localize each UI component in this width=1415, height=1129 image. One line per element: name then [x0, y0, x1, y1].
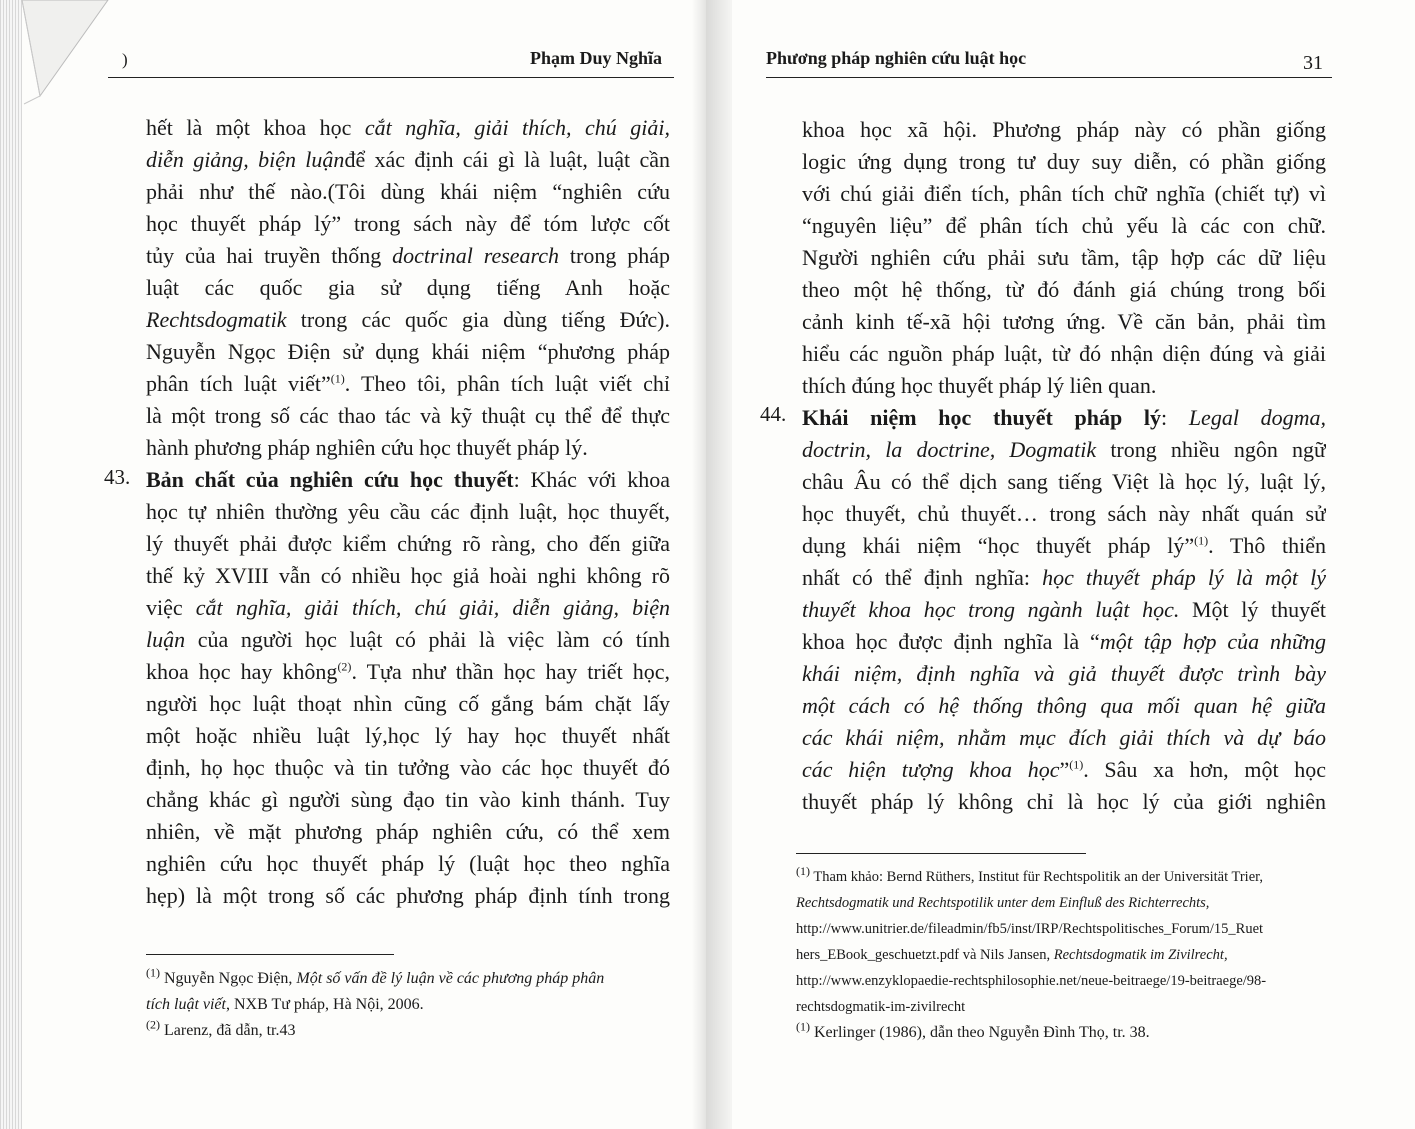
- left-gutter-shadow: [692, 0, 706, 1129]
- text-line: “nguyên liệu” để phân tích chủ yếu là các con chữ.: [802, 213, 1326, 238]
- folded-corner-icon: [0, 0, 130, 110]
- text-line: Bản chất của nghiên cứu học thuyết: Khác với khoa: [146, 467, 670, 492]
- text-line: hẹp) là một trong số các phương pháp định tính trong: [146, 883, 670, 908]
- text-line: thuyết pháp lý không chỉ là học lý của giới nghiên: [802, 789, 1326, 814]
- running-head-right: Phương pháp nghiên cứu luật học: [766, 48, 1027, 68]
- text-line: luận của người học luật có phải là việc làm có tính: [146, 627, 670, 652]
- footnote-line: $^{(2)}$ Larenz, đã dẫn, tr.43: [146, 1017, 296, 1039]
- running-head-left: Phạm Duy Nghĩa: [530, 48, 663, 68]
- text-line: học thuyết pháp lý” trong sách này để tóm lược cốt: [146, 211, 670, 236]
- right-footnotes: [796, 864, 1322, 1046]
- text-line: một hoặc nhiều luật lý,học lý hay học thuyết nhất: [146, 723, 670, 748]
- header-mark: ): [122, 50, 128, 69]
- footnote-line: $^{(1)}$ Tham khảo: Bernd Rüthers, Institut für Rechtspolitik an der Universität Trier,: [796, 864, 1264, 885]
- text-line: các khái niệm, nhằm mục đích giải thích và dự báo: [802, 725, 1326, 750]
- page-number: 31: [1303, 52, 1323, 74]
- text-line: Nguyễn Ngọc Điện sử dụng khái niệm “phương pháp: [146, 339, 670, 364]
- text-line: lý thuyết phải được kiểm chứng rõ ràng, cho đến giữa: [146, 531, 670, 556]
- text-line: hiểu các nguồn pháp luật, từ đó nhận diện đúng và giải: [802, 341, 1326, 366]
- left-body-text: [146, 112, 670, 912]
- footnote-line: Rechtsdogmatik und Rechtspotilik unter dem Einfluß des Richterrechts,: [796, 895, 1210, 911]
- text-line: khoa học xã hội. Phương pháp này có phần giống: [802, 117, 1326, 142]
- left-footnotes: [146, 966, 670, 1044]
- text-line: học thuyết, chủ thuyết… trong sách này nhất quán sử: [802, 501, 1326, 526]
- text-line: Rechtsdogmatik trong các quốc gia dùng tiếng Đức).: [146, 307, 670, 332]
- text-line: học tự nhiên thường yêu cầu các định luật, học thuyết,: [146, 499, 670, 524]
- paragraph-number-44: 44.: [760, 402, 787, 426]
- text-line: khái niệm, định nghĩa và giả thuyết được trình bày: [802, 661, 1326, 686]
- text-line: thích đúng học thuyết pháp lý liên quan.: [802, 373, 1157, 398]
- text-line: các hiện tượng khoa học”$^{(1)}$. Sâu xa hơn, một học: [802, 757, 1326, 782]
- text-line: Người nghiên cứu phải sưu tầm, tập hợp các dữ liệu: [802, 245, 1326, 270]
- text-line: doctrin, la doctrine, Dogmatik trong nhiều ngôn ngữ: [802, 437, 1326, 462]
- text-line: phân tích luật viết”$^{(1)}$. Theo tôi, phân tích luật viết chỉ: [146, 371, 670, 396]
- footnote-line: rechtsdogmatik-im-zivilrecht: [796, 999, 966, 1015]
- header-rule-right: [766, 77, 1332, 78]
- text-line: logic ứng dụng trong tư duy suy diễn, có phần giống: [802, 149, 1326, 174]
- text-line: việc cắt nghĩa, giải thích, chú giải, diễn giảng, biện: [146, 595, 670, 620]
- text-line: nhiên, về mặt phương pháp nghiên cứu, có thể xem: [146, 819, 670, 844]
- text-line: chẳng khác gì người sùng đạo tin vào kinh thánh. Tuy: [146, 787, 670, 812]
- text-line: nghiên cứu học thuyết pháp lý (luật học theo nghĩa: [146, 851, 670, 876]
- footnote-line: hers_EBook_geschuetzt.pdf và Nils Jansen, Rechtsdogmatik im Zivilrecht,: [796, 947, 1228, 963]
- footnote-rule-left: [146, 954, 394, 955]
- footnote-line: tích luật viết, NXB Tư pháp, Hà Nội, 2006.: [146, 996, 424, 1013]
- text-line: khoa học được định nghĩa là “một tập hợp của những: [802, 629, 1326, 654]
- right-page: [706, 0, 1415, 1129]
- footnote-line: http://www.enzyklopaedie-rechtsphilosophie.net/neue-beitraege/19-beitraege/98-: [796, 973, 1267, 989]
- left-page: [0, 0, 706, 1129]
- text-line: phải như thế nào.(Tôi dùng khái niệm “nghiên cứu: [146, 179, 670, 204]
- footnote-rule-right: [796, 853, 1086, 854]
- text-line: nhất có thể định nghĩa: học thuyết pháp lý là một lý: [802, 565, 1326, 590]
- text-line: thuyết khoa học trong ngành luật học. Một lý thuyết: [802, 597, 1326, 622]
- text-line: diễn giảng, biện luậnđể xác định cái gì là luật, luật cần: [146, 147, 670, 172]
- footnote-line: $^{(1)}$ Kerlinger (1986), dẫn theo Nguyễn Đình Thọ, tr. 38.: [796, 1019, 1150, 1041]
- footnote-line: $^{(1)}$ Nguyễn Ngọc Điện, Một số vấn đề lý luận về các phương pháp phân: [146, 965, 605, 987]
- text-line: châu Âu có thể dịch sang tiếng Việt là học lý, luật lý,: [802, 469, 1326, 494]
- text-line: khoa học hay không$^{(2)}$. Tựa như thần học hay triết học,: [146, 659, 670, 684]
- text-line: thế kỷ XVIII vẫn có nhiều học giả hoài nghi không rõ: [146, 563, 670, 588]
- text-line: là một trong số các thao tác và kỹ thuật cụ thể để thực: [146, 403, 670, 428]
- text-line: luật các quốc gia sử dụng tiếng Anh hoặc: [146, 275, 670, 300]
- text-line: dụng khái niệm “học thuyết pháp lý”$^{(1)}$. Thô thiển: [802, 533, 1326, 558]
- text-line: một cách có hệ thống thông qua mối quan hệ giữa: [802, 693, 1326, 718]
- text-line: cảnh kinh tế-xã hội tương ứng. Về căn bản, phải tìm: [802, 309, 1326, 334]
- header-rule-left: [108, 77, 674, 78]
- text-line: định, họ học thuộc và tin tưởng vào các học thuyết đó: [146, 755, 670, 780]
- text-line: hết là một khoa học cắt nghĩa, giải thích, chú giải,: [146, 115, 670, 140]
- right-body-text: [802, 114, 1326, 818]
- text-line: hành phương pháp nghiên cứu học thuyết pháp lý.: [146, 435, 588, 460]
- right-gutter-shadow: [706, 0, 732, 1129]
- footnote-line: http://www.unitrier.de/fileadmin/fb5/inst/IRP/Rechtspolitisches_Forum/15_Ruet: [796, 921, 1264, 937]
- text-line: Khái niệm học thuyết pháp lý: Legal dogma,: [802, 405, 1326, 430]
- text-line: với chú giải điển tích, phân tích chữ nghĩa (chiết tự) vì: [802, 181, 1326, 206]
- text-line: theo một hệ thống, từ đó đánh giá chúng trong bối: [802, 277, 1326, 302]
- text-line: người học luật thoạt nhìn cũng cố gắng bám chặt lấy: [146, 691, 670, 716]
- text-line: tủy của hai truyền thống doctrinal research trong pháp: [146, 243, 670, 268]
- page-edge-stack: [0, 0, 22, 1129]
- paragraph-number-43: 43.: [104, 465, 131, 489]
